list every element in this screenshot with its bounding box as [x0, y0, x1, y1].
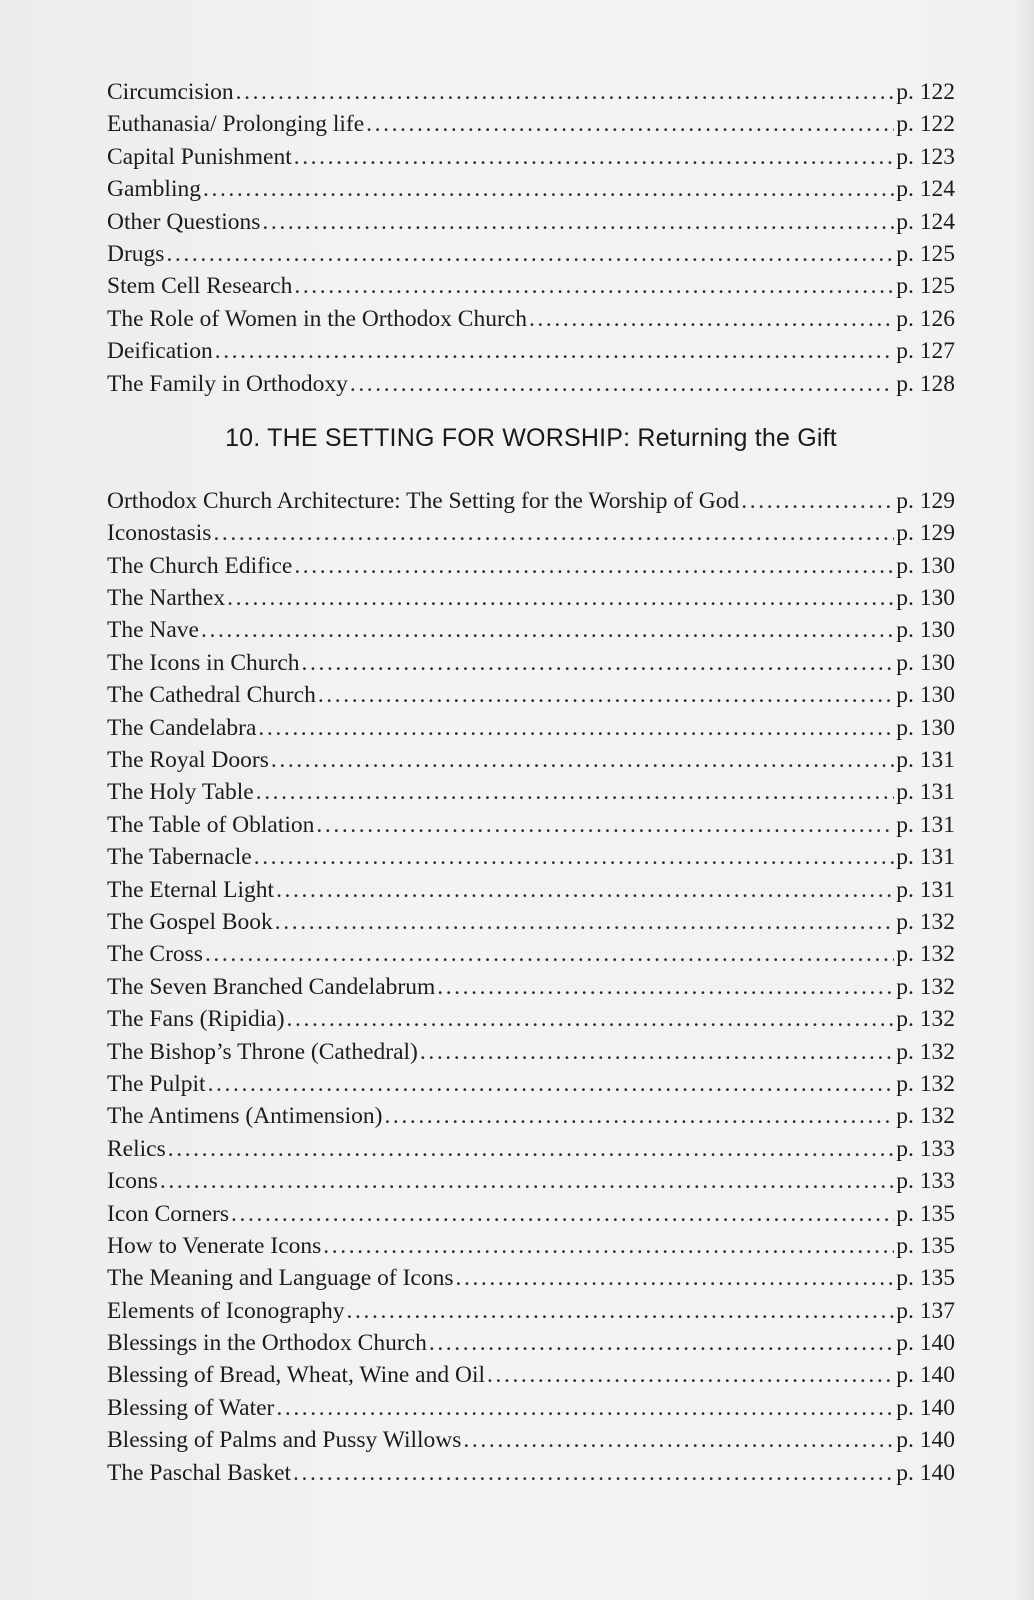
- toc-entry-page-number: p. 124: [896, 176, 955, 203]
- toc-entry[interactable]: [107, 647, 955, 679]
- dot-leader: [236, 76, 895, 108]
- toc-entry-title: Euthanasia/ Prolonging life: [107, 111, 365, 138]
- toc-entry-title: Circumcision: [107, 79, 234, 105]
- dot-leader: [323, 1230, 894, 1262]
- toc-entry-title: The Seven Branched Candelabrum: [107, 973, 436, 1000]
- dot-leader: [271, 744, 894, 776]
- section-heading: 10. THE SETTING FOR WORSHIP: Returning the Gift: [225, 423, 837, 452]
- toc-entry-page-number: p. 135: [896, 1200, 955, 1227]
- toc-entry-page-number: p. 126: [896, 305, 955, 332]
- toc-entry-page-number: p. 132: [896, 1006, 955, 1033]
- toc-entry-page-number: p. 131: [896, 844, 955, 871]
- toc-entry-page-number: p. 132: [896, 973, 955, 1000]
- toc-entry-page-number: p. 133: [896, 1168, 955, 1195]
- dot-leader: [294, 141, 895, 173]
- toc-entry[interactable]: [107, 1100, 955, 1132]
- toc-entry-page-number: p. 140: [896, 1394, 955, 1421]
- toc-entry-page-number: p. 132: [896, 1070, 955, 1097]
- dot-leader: [227, 582, 894, 614]
- toc-entry-title: The Church Edifice: [107, 552, 293, 579]
- dot-leader: [318, 679, 894, 711]
- toc-entry[interactable]: [107, 1230, 955, 1262]
- toc-entry-title: The Gospel Book: [107, 908, 273, 935]
- toc-entry[interactable]: [107, 1133, 955, 1165]
- toc-entry-title: Icon Corners: [107, 1200, 230, 1227]
- dot-leader: [429, 1327, 894, 1359]
- toc-entry-title: The Tabernacle: [107, 844, 252, 871]
- dot-leader: [456, 1262, 895, 1294]
- toc-entry-page-number: p. 122: [896, 111, 955, 138]
- table-of-contents: [107, 76, 955, 1489]
- toc-entry[interactable]: [107, 712, 955, 744]
- toc-entry-page-number: p. 123: [896, 143, 955, 170]
- dot-leader: [294, 550, 894, 582]
- dot-leader: [463, 1424, 894, 1456]
- toc-entry-page-number: p. 130: [896, 552, 955, 579]
- dot-leader: [384, 1100, 894, 1132]
- toc-entry-page-number: p. 125: [896, 240, 955, 267]
- toc-entry[interactable]: [107, 270, 955, 302]
- toc-entry[interactable]: [107, 614, 955, 646]
- toc-entry[interactable]: [107, 206, 955, 238]
- dot-leader: [166, 238, 894, 270]
- dot-leader: [741, 485, 894, 517]
- toc-entry[interactable]: [107, 1198, 955, 1230]
- toc-entry-page-number: p. 137: [896, 1297, 955, 1324]
- toc-entry[interactable]: [107, 971, 955, 1003]
- dot-leader: [293, 1457, 894, 1489]
- toc-entry-title: Iconostasis: [107, 520, 212, 547]
- dot-leader: [294, 270, 894, 302]
- toc-entry-title: The Role of Women in the Orthodox Church: [107, 305, 527, 332]
- toc-entry-title: Capital Punishment: [107, 143, 292, 170]
- toc-entry[interactable]: [107, 108, 955, 140]
- dot-leader: [160, 1165, 894, 1197]
- toc-entry-title: The Pulpit: [107, 1070, 206, 1097]
- toc-entry[interactable]: [107, 582, 955, 614]
- dot-leader: [231, 1198, 894, 1230]
- toc-entry-title: The Paschal Basket: [107, 1459, 292, 1486]
- dot-leader: [213, 517, 894, 549]
- toc-entry[interactable]: [107, 173, 955, 205]
- toc-entry[interactable]: [107, 485, 955, 517]
- toc-entry-title: The Meaning and Language of Icons: [107, 1265, 454, 1292]
- toc-entry[interactable]: [107, 368, 955, 400]
- toc-entry-page-number: p. 132: [896, 1103, 955, 1130]
- toc-entry[interactable]: [107, 679, 955, 711]
- toc-entry-title: The Icons in Church: [107, 649, 300, 676]
- toc-entry-page-number: p. 131: [896, 779, 955, 806]
- dot-leader: [215, 335, 895, 367]
- toc-entry[interactable]: [107, 841, 955, 873]
- toc-entry-page-number: p. 140: [896, 1459, 955, 1486]
- toc-entry[interactable]: [107, 1424, 955, 1456]
- toc-entry-title: Stem Cell Research: [107, 273, 293, 300]
- toc-entry[interactable]: [107, 1457, 955, 1489]
- toc-entry-page-number: p. 131: [896, 747, 955, 774]
- dot-leader: [420, 1036, 894, 1068]
- toc-entry[interactable]: [107, 776, 955, 808]
- toc-entry[interactable]: [107, 76, 955, 108]
- toc-entry-title: Elements of Iconography: [107, 1297, 345, 1324]
- toc-entry-page-number: p. 129: [896, 487, 955, 514]
- toc-entry[interactable]: [107, 1262, 955, 1294]
- toc-entry[interactable]: [107, 303, 955, 335]
- toc-entry-page-number: p. 135: [896, 1265, 955, 1292]
- toc-entry-page-number: p. 132: [896, 908, 955, 935]
- dot-leader: [287, 1003, 895, 1035]
- toc-entry-page-number: p. 132: [896, 941, 955, 968]
- toc-entry[interactable]: [107, 1327, 955, 1359]
- toc-entry-title: Blessings in the Orthodox Church: [107, 1330, 427, 1357]
- toc-entry-page-number: p. 124: [896, 208, 955, 235]
- toc-entry-title: Relics: [107, 1135, 166, 1162]
- toc-entry-page-number: p. 131: [896, 876, 955, 903]
- toc-entry-page-number: p. 132: [896, 1038, 955, 1065]
- dot-leader: [205, 938, 894, 970]
- toc-entry[interactable]: [107, 1295, 955, 1327]
- toc-entry-title: Icons: [107, 1168, 158, 1195]
- toc-entry[interactable]: [107, 335, 955, 367]
- toc-entry[interactable]: [107, 238, 955, 270]
- toc-entry-title: Blessing of Water: [107, 1394, 275, 1421]
- toc-entry-page-number: p. 140: [896, 1330, 955, 1357]
- toc-entry[interactable]: [107, 938, 955, 970]
- toc-entry-title: Drugs: [107, 240, 165, 267]
- toc-entry[interactable]: [107, 1036, 955, 1068]
- toc-entry-title: Orthodox Church Architecture: The Setting for the Worship of God: [107, 487, 740, 514]
- toc-entry-page-number: p. 130: [896, 682, 955, 709]
- toc-entry-page-number: p. 140: [896, 1362, 955, 1389]
- dot-leader: [276, 1392, 894, 1424]
- toc-entry-page-number: p. 133: [896, 1135, 955, 1162]
- toc-entry-title: Other Questions: [107, 208, 261, 235]
- dot-leader: [316, 809, 894, 841]
- dot-leader: [302, 647, 895, 679]
- dot-leader: [168, 1133, 895, 1165]
- dot-leader: [254, 841, 895, 873]
- dot-leader: [208, 1068, 895, 1100]
- toc-entry[interactable]: [107, 809, 955, 841]
- toc-entry[interactable]: [107, 1068, 955, 1100]
- toc-entry-page-number: p. 127: [896, 338, 955, 365]
- toc-entries-before-section: [107, 76, 955, 400]
- toc-entry-page-number: p. 129: [896, 520, 955, 547]
- toc-entry-page-number: p. 135: [896, 1232, 955, 1259]
- toc-entry-page-number: p. 122: [896, 79, 955, 105]
- toc-entry[interactable]: [107, 1392, 955, 1424]
- toc-entry-title: Deification: [107, 338, 213, 365]
- toc-entry[interactable]: [107, 874, 955, 906]
- toc-entry[interactable]: [107, 1359, 955, 1391]
- toc-entry-title: The Royal Doors: [107, 747, 269, 774]
- dot-leader: [201, 614, 894, 646]
- dot-leader: [262, 206, 894, 238]
- dot-leader: [276, 874, 894, 906]
- toc-entry-page-number: p. 130: [896, 617, 955, 644]
- toc-entry-title: Blessing of Bread, Wheat, Wine and Oil: [107, 1362, 486, 1389]
- dot-leader: [275, 906, 894, 938]
- toc-entries-section-10: [107, 485, 955, 1489]
- toc-entry-page-number: p. 131: [896, 811, 955, 838]
- toc-entry-title: The Cathedral Church: [107, 682, 316, 709]
- toc-entry-title: The Candelabra: [107, 714, 257, 741]
- toc-entry-page-number: p. 128: [896, 370, 955, 397]
- dot-leader: [366, 108, 894, 140]
- toc-entry-title: Gambling: [107, 176, 201, 203]
- toc-entry-title: The Narthex: [107, 585, 226, 612]
- dot-leader: [203, 173, 894, 205]
- toc-entry-title: The Family in Orthodoxy: [107, 370, 348, 397]
- dot-leader: [258, 712, 894, 744]
- toc-entry-page-number: p. 140: [896, 1427, 955, 1454]
- toc-entry-page-number: p. 130: [896, 714, 955, 741]
- toc-entry[interactable]: [107, 550, 955, 582]
- page-gutter-shadow: [1012, 0, 1034, 1600]
- toc-entry-title: The Table of Oblation: [107, 811, 315, 838]
- toc-entry-title: The Antimens (Antimension): [107, 1103, 383, 1130]
- dot-leader: [437, 971, 894, 1003]
- toc-entry-title: The Eternal Light: [107, 876, 275, 903]
- toc-entry[interactable]: [107, 906, 955, 938]
- toc-entry-title: The Holy Table: [107, 779, 254, 806]
- dot-leader: [347, 1295, 895, 1327]
- dot-leader: [256, 776, 895, 808]
- toc-entry[interactable]: [107, 517, 955, 549]
- toc-entry-title: The Fans (Ripidia): [107, 1006, 285, 1033]
- toc-entry-page-number: p. 130: [896, 585, 955, 612]
- toc-entry-page-number: p. 125: [896, 273, 955, 300]
- toc-entry-title: The Bishop’s Throne (Cathedral): [107, 1038, 418, 1065]
- dot-leader: [350, 368, 894, 400]
- dot-leader: [529, 303, 894, 335]
- toc-entry[interactable]: [107, 744, 955, 776]
- toc-entry-title: Blessing of Palms and Pussy Willows: [107, 1427, 462, 1454]
- dot-leader: [487, 1359, 894, 1391]
- toc-entry[interactable]: [107, 1165, 955, 1197]
- toc-entry-title: The Nave: [107, 617, 199, 644]
- toc-entry-title: The Cross: [107, 941, 203, 968]
- toc-entry[interactable]: [107, 1003, 955, 1035]
- toc-entry-page-number: p. 130: [896, 649, 955, 676]
- toc-entry[interactable]: [107, 141, 955, 173]
- toc-entry-title: How to Venerate Icons: [107, 1232, 322, 1259]
